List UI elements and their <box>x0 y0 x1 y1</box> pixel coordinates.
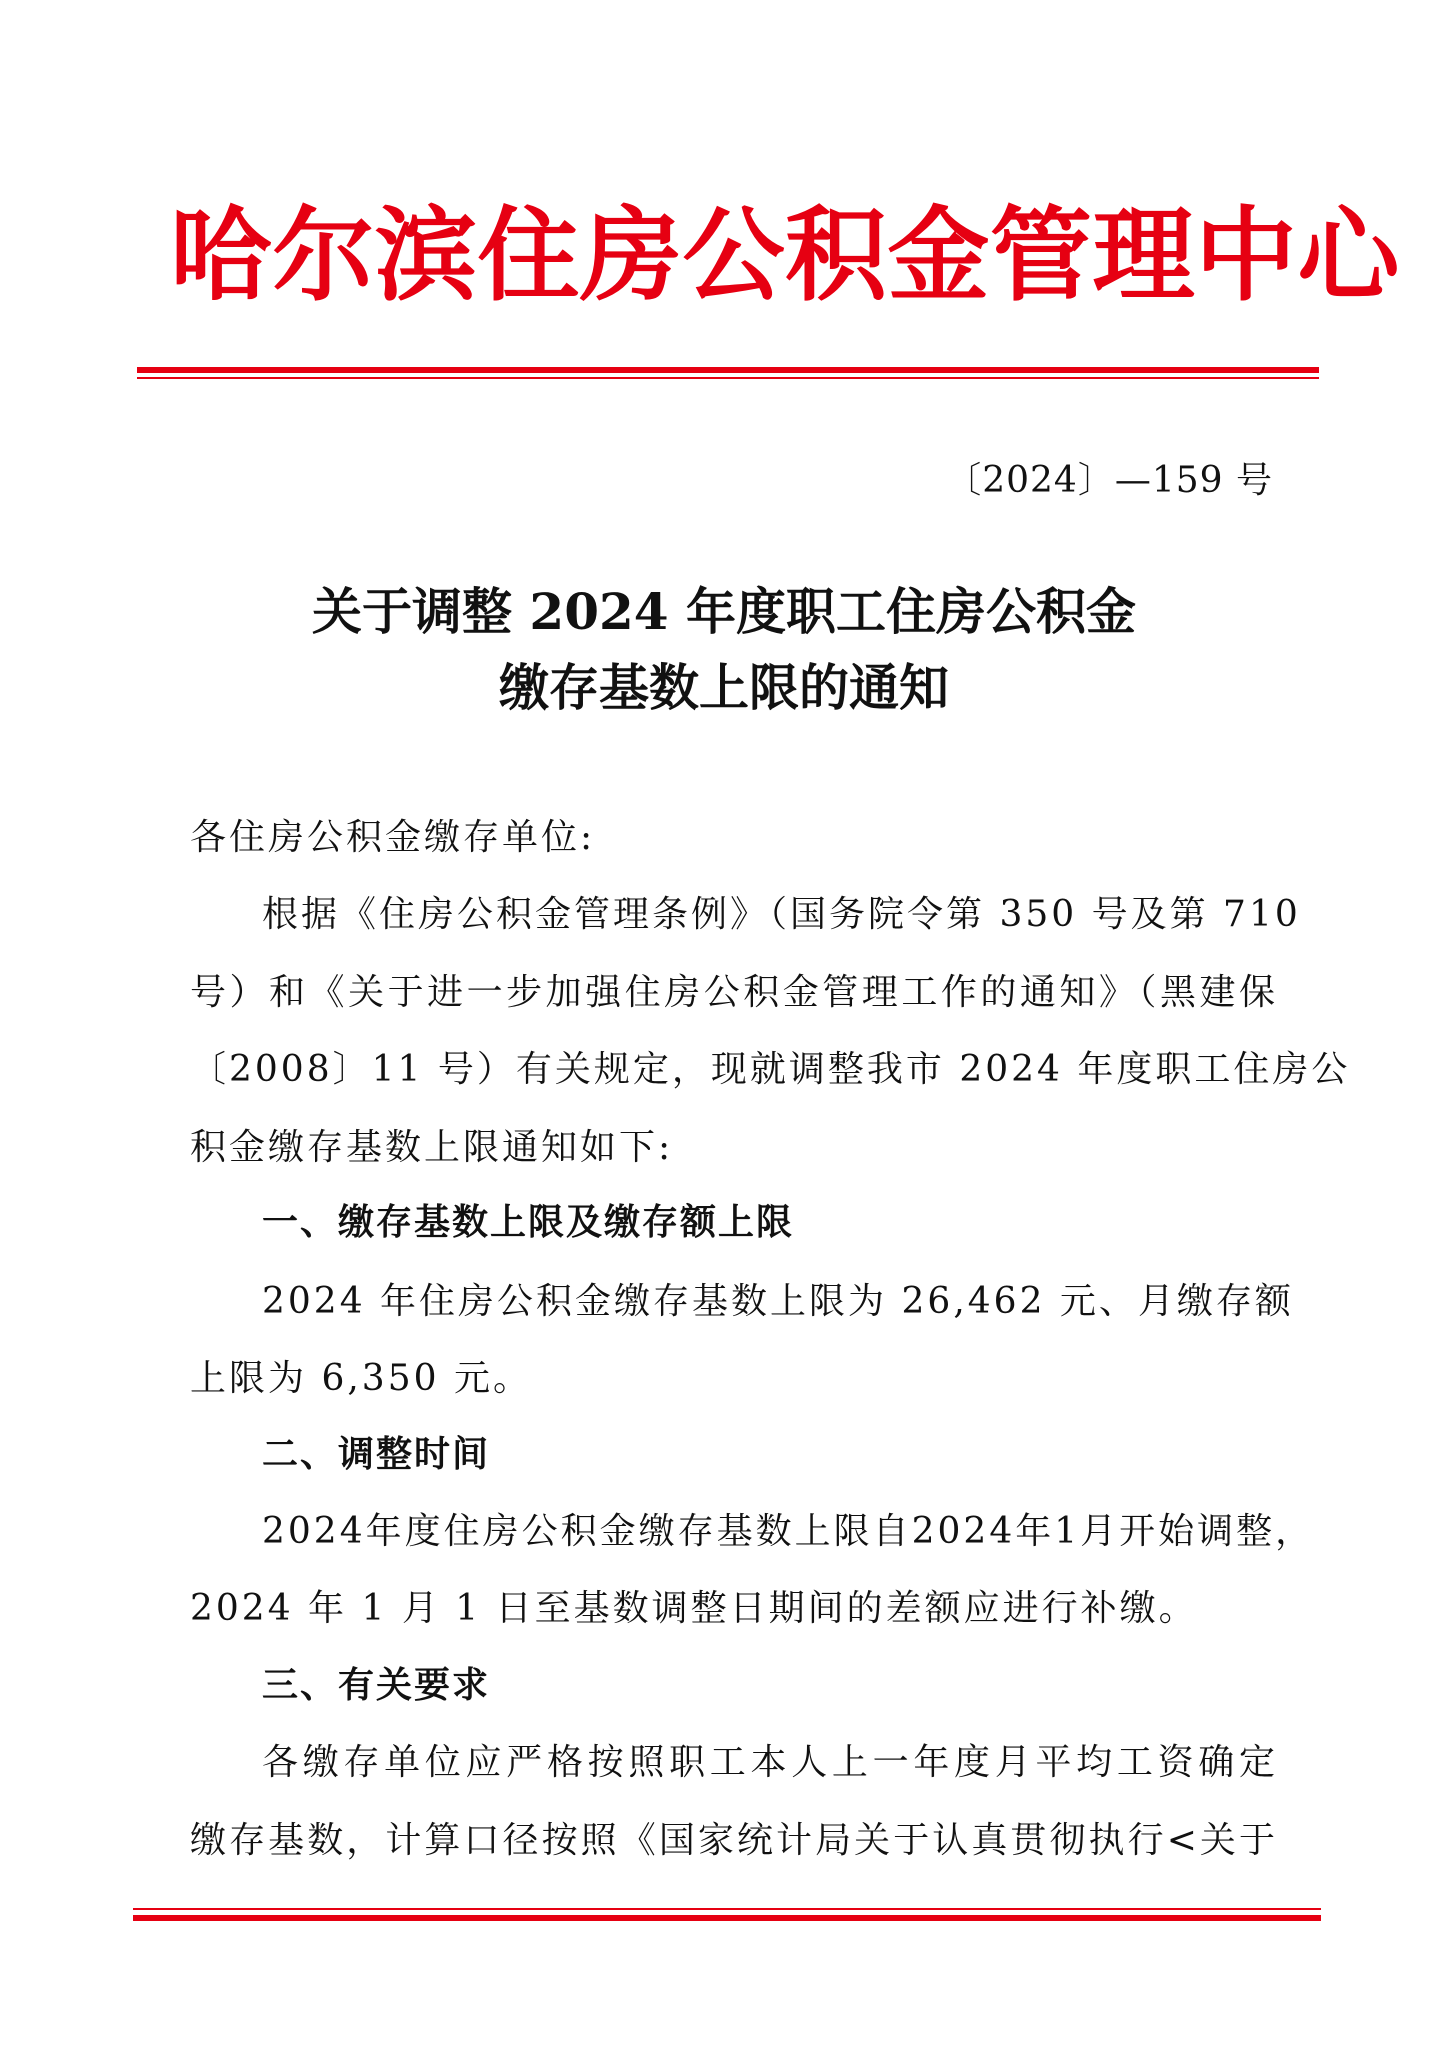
letterhead-rule-thick <box>137 367 1319 373</box>
paragraph-line: 上限为 6,350 元。 <box>190 1358 532 1399</box>
org-letterhead-title: 哈尔滨住房公积金管理中心 <box>170 196 1400 316</box>
paragraph-line: 2024 年住房公积金缴存基数上限为 26,462 元、月缴存额 <box>262 1281 1294 1322</box>
document-title-line-1: 关于调整 2024 年度职工住房公积金 <box>312 582 1136 641</box>
section-heading-3: 三、有关要求 <box>262 1665 491 1706</box>
section-heading-2: 二、调整时间 <box>262 1434 491 1475</box>
footer-rule-thin <box>133 1908 1321 1910</box>
letterhead-rule-thin <box>137 377 1319 379</box>
paragraph-line: 号）和《关于进一步加强住房公积金管理工作的通知》（黑建保 <box>190 972 1278 1013</box>
paragraph-line: 〔2008〕11 号）有关规定，现就调整我市 2024 年度职工住房公 <box>190 1049 1351 1090</box>
paragraph-line: 根据《住房公积金管理条例》（国务院令第 350 号及第 710 <box>262 894 1301 935</box>
paragraph-line: 积金缴存基数上限通知如下: <box>190 1127 674 1168</box>
section-heading-1: 一、缴存基数上限及缴存额上限 <box>262 1202 795 1243</box>
paragraph-line: 2024年度住房公积金缴存基数上限自2024年1月开始调整， <box>262 1511 1315 1552</box>
document-number: 〔2024〕—159 号 <box>945 460 1273 501</box>
salutation: 各住房公积金缴存单位: <box>190 817 596 858</box>
document-title-line-2: 缴存基数上限的通知 <box>499 658 949 717</box>
footer-rule-thick <box>133 1915 1321 1921</box>
paragraph-line: 缴存基数，计算口径按照《国家统计局关于认真贯彻执行<关于 <box>190 1820 1278 1861</box>
paragraph-line: 各缴存单位应严格按照职工本人上一年度月平均工资确定 <box>262 1742 1278 1783</box>
paragraph-line: 2024 年 1 月 1 日至基数调整日期间的差额应进行补缴。 <box>190 1588 1198 1629</box>
